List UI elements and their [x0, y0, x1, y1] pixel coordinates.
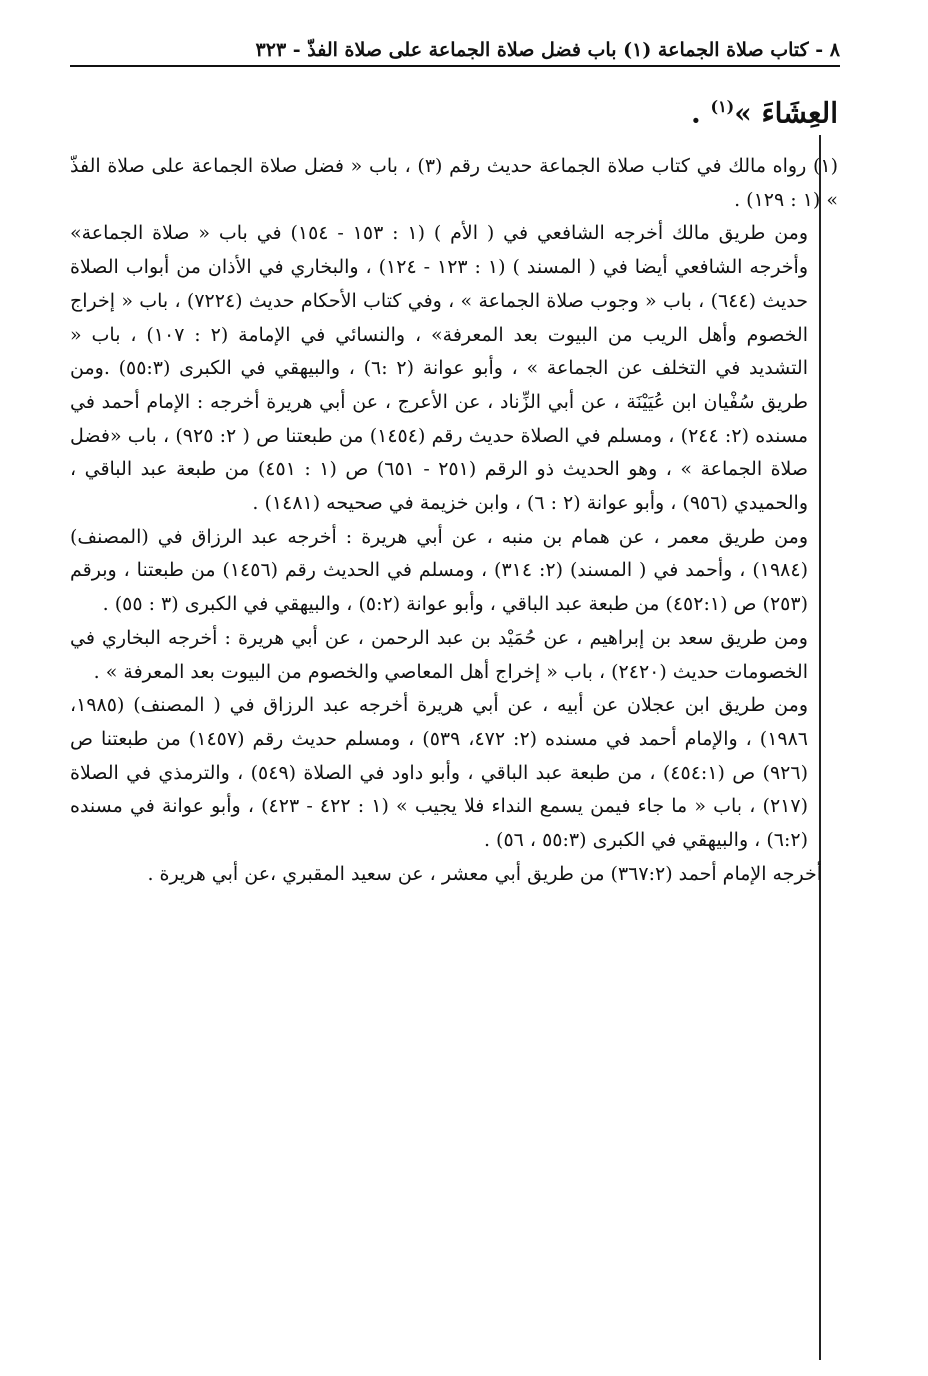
main-text-end: . [691, 96, 711, 130]
footnote-paragraph-4: ومن طريق سعد بن إبراهيم ، عن حُمَيْد بن عبد الرحمن ، عن أبي هريرة : أخرجه البخاري في الخصومات حديث (٢٤٢٠) ، باب « إخراج أهل المعاصي والخصوم من البيوت بعد المعرفة » . [70, 626, 808, 683]
running-title: ٨ - كتاب صلاة الجماعة (١) باب فضل صلاة الجماعة على صلاة الفذّ - ٣٢٣ [255, 39, 840, 61]
margin-rule [819, 135, 821, 1360]
main-text: العِشَاءَ » [734, 96, 838, 130]
footnote-paragraph-3: ومن طريق معمر ، عن همام بن منبه ، عن أبي هريرة : أخرجه عبد الرزاق في (المصنف) (١٩٨٤) ، وأحمد في ( المسند) (٢: ٣١٤) ، ومسلم في الحديث رقم (١٤٥٦) من طبعتنا ، وبرقم (٢٥٣) ص (٤٥٢:١) من طبعة عبد الباقي ، وأبو عوانة (٥:٢) ، والبيهقي في الكبرى (٣ : ٥٥) . [70, 525, 808, 616]
footnote-paragraph-2: ومن طريق مالك أخرجه الشافعي في ( الأم ) (١ : ١٥٣ - ١٥٤) في باب « صلاة الجماعة» وأخرجه الشافعي أيضا في ( المسند ) (١ : ١٢٣ - ١٢٤) ، والبخاري في الأذان من أبواب الصلاة حديث (٦٤٤) ، باب « وجوب صلاة الجماعة » ، وفي كتاب الأحكام حديث (٧٢٢٤) ، باب « إخراج الخصوم وأهل الريب من البيوت بعد المعرفة» ، والنسائي في الإمامة (٢ : ١٠٧) ، باب « التشديد في التخلف عن الجماعة » ، وأبو عوانة (٢ :٦) ، والبيهقي في الكبرى (٥٥:٣) .ومن طريق سُفْيان ابن عُيَيْنَة ، عن أبي الزِّناد ، عن الأعرج ، عن أبي هريرة أخرجه : الإمام أحمد في مسنده (٢: ٢٤٤) ، ومسلم في الصلاة حديث رقم (١٤٥٤) من طبعتنا ص ( ٢: ٩٢٥) ، باب «فضل صلاة الجماعة » ، وهو الحديث ذو الرقم (٢٥١ - ٦٥١) ص (١ : ٤٥١) من طبعة عبد الباقي ، والحميدي (٩٥٦) ، وأبو عوانة (٢ : ٦) ، وابن خزيمة في صحيحه (١٤٨١) . [70, 222, 809, 515]
footnotes-section [70, 150, 838, 891]
running-header [70, 38, 840, 68]
footnote-paragraph-1: (١) رواه مالك في كتاب صلاة الجماعة حديث رقم (٣) ، باب « فضل صلاة الجماعة على صلاة الفذّ » (١ : ١٢٩) . [70, 155, 838, 211]
footnote-reference: (١) [710, 97, 735, 116]
footnote-paragraph-5: ومن طريق ابن عجلان عن أبيه ، عن أبي هريرة أخرجه عبد الرزاق في ( المصنف) (١٩٨٥، ١٩٨٦) ، والإمام أحمد في مسنده (٢: ٤٧٢، ٥٣٩) ، ومسلم حديث رقم (١٤٥٧) من طبعتنا ص (٩٢٦) ص (٤٥٤:١) ، من طبعة عبد الباقي ، وأبو داود في الصلاة (٥٤٩) ، والترمذي في الصلاة (٢١٧) ، باب « ما جاء فيمن يسمع النداء فلا يجيب » (١ : ٤٢٢ - ٤٢٣) ، وأبو عوانة في مسنده (٦:٢) ، والبيهقي في الكبرى (٥٥:٣ ، ٥٦) . [70, 694, 809, 852]
header-rule [70, 65, 840, 67]
main-text-line [691, 88, 838, 132]
footnote-paragraph-6: أخرجه الإمام أحمد (٣٦٧:٢) من طريق أبي معشر ، عن سعيد المقبري ،عن أبي هريرة . [147, 862, 822, 885]
